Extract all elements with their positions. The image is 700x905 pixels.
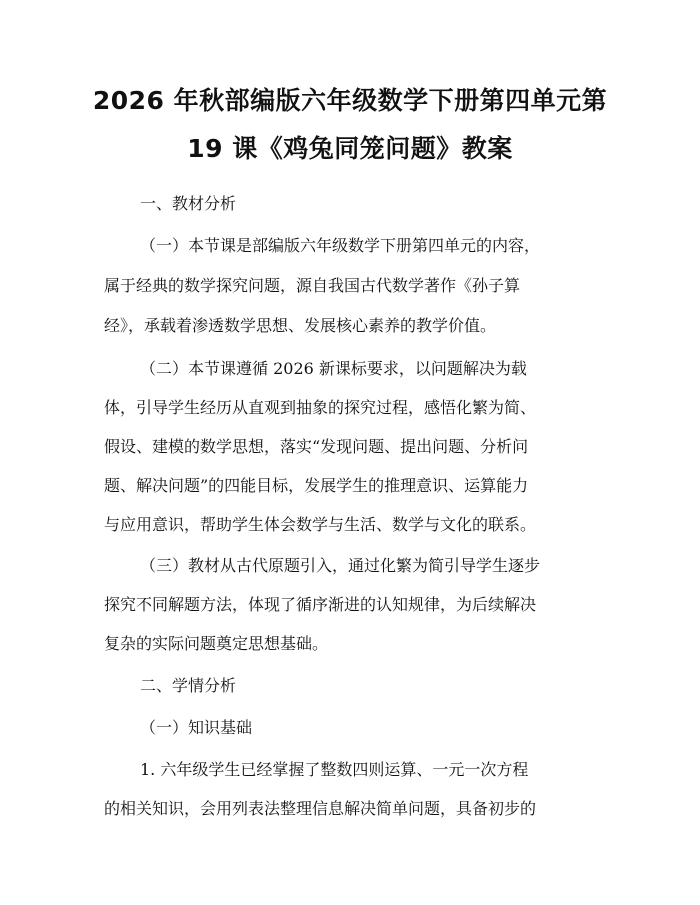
paragraph-line: 经》，承载着渗透数学思想、发展核心素养的教学价值。: [104, 316, 497, 335]
document-title-line-1: 2026 年秋部编版六年级数学下册第四单元第: [92, 86, 608, 115]
section-heading-learner-analysis: 二、学情分析: [140, 676, 237, 695]
subsection-heading-knowledge-basis: （一）知识基础: [140, 718, 253, 737]
paragraph-line: （一）本节课是部编版六年级数学下册第四单元的内容，: [140, 236, 541, 255]
paragraph-line: （二）本节课遵循 2026 新课标要求，以问题解决为载: [140, 359, 527, 378]
paragraph-line: 题、解决问题”的四能目标，发展学生的推理意识、运算能力: [104, 476, 529, 495]
paragraph-line: 假设、建模的数学思想，落实“发现问题、提出问题、分析问: [104, 437, 529, 456]
paragraph-line: 1. 六年级学生已经掌握了整数四则运算、一元一次方程: [140, 760, 529, 779]
paragraph-line: 与应用意识，帮助学生体会数学与生活、数学与文化的联系。: [104, 515, 537, 534]
section-heading-textbook-analysis: 一、教材分析: [140, 194, 237, 213]
paragraph-line: 复杂的实际问题奠定思想基础。: [104, 634, 329, 653]
paragraph-line: 的相关知识，会用列表法整理信息解决简单问题，具备初步的: [104, 799, 537, 818]
paragraph-line: 探究不同解题方法，体现了循序渐进的认知规律，为后续解决: [104, 595, 537, 614]
document-title-line-2: 19 课《鸡兔同笼问题》教案: [187, 134, 513, 163]
paragraph-line: （三）教材从古代原题引入，通过化繁为简引导学生逐步: [140, 556, 541, 575]
paragraph-line: 属于经典的数学探究问题，源自我国古代数学著作《孙子算: [104, 276, 521, 295]
paragraph-line: 体，引导学生经历从直观到抽象的探究过程，感悟化繁为简、: [104, 398, 537, 417]
